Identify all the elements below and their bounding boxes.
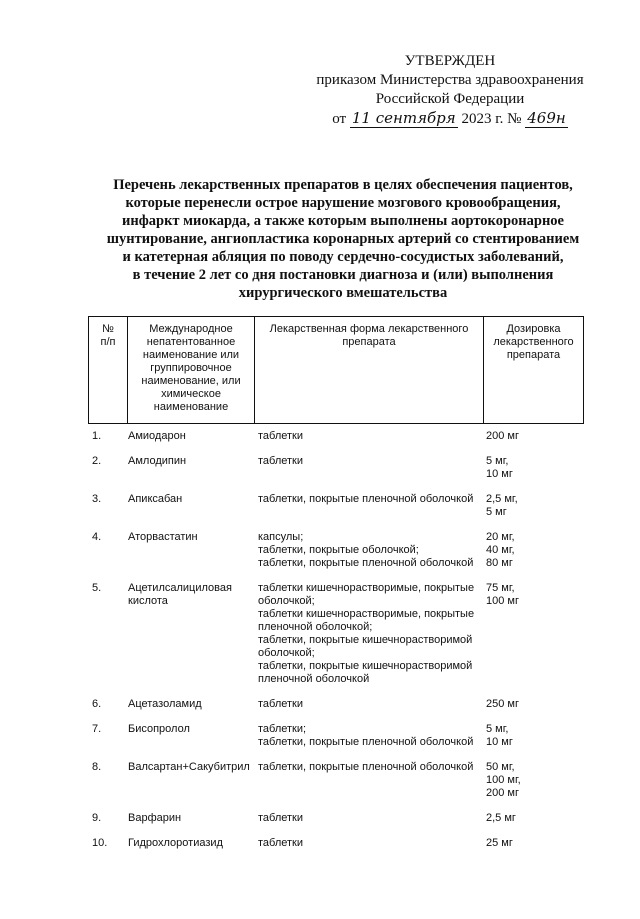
title-line: в течение 2 лет со дня постановки диагноза и (или) выполнения	[132, 267, 554, 283]
drug-form	[258, 582, 480, 686]
drug-dose-line: 25 мг	[486, 837, 513, 849]
drug-form	[258, 430, 480, 443]
drug-name	[128, 837, 258, 850]
title-line: Перечень лекарственных препаратов в целях обеспечения пациентов,	[113, 177, 573, 193]
table-row	[88, 582, 588, 686]
drug-dose	[480, 698, 576, 711]
drug-form-line: таблетки	[258, 837, 304, 849]
handwritten-order-number: 469н	[527, 109, 566, 127]
drug-name	[128, 455, 258, 481]
table-row	[88, 531, 588, 570]
drug-name-line: Ацетазоламид	[128, 698, 202, 710]
drug-form	[258, 455, 480, 481]
table-row	[88, 493, 588, 519]
drug-form	[258, 531, 480, 570]
row-number: 1.	[92, 430, 102, 442]
drug-dose-line: 200 мг	[486, 787, 519, 799]
drug-name-line: Ацетилсалициловая	[128, 582, 232, 594]
drug-dose	[480, 761, 576, 800]
drug-form-line: таблетки	[258, 455, 304, 467]
drug-dose-line: 5 мг,	[486, 455, 509, 467]
drug-form-line: таблетки;	[258, 723, 307, 735]
drug-form-line: оболочкой;	[258, 595, 315, 607]
approval-date-line	[300, 109, 600, 129]
drug-dose	[480, 812, 576, 825]
approval-line-federation: Российской Федерации	[375, 91, 525, 107]
drug-form-line: таблетки	[258, 430, 304, 442]
drug-dose-line: 5 мг,	[486, 723, 509, 735]
row-number: 6.	[92, 698, 102, 710]
title-line: и катетерная абляция по поводу сердечно-сосудистых заболеваний,	[122, 249, 564, 265]
header-form: Лекарственная форма лекарственного препарата	[255, 317, 484, 424]
table-row	[88, 812, 588, 825]
drug-name	[128, 531, 258, 570]
drug-name-line: Амиодарон	[128, 430, 186, 442]
handwritten-date: 11 сентября	[351, 109, 456, 127]
drug-form-line: таблетки, покрытые пленочной оболочкой	[258, 736, 474, 748]
row-number: 10.	[92, 837, 108, 849]
drug-name-line: Апиксабан	[128, 493, 183, 505]
drug-dose-line: 250 мг	[486, 698, 519, 710]
drug-name	[128, 812, 258, 825]
drug-dose	[480, 531, 576, 570]
year-and-number-label: 2023 г. №	[461, 111, 522, 127]
date-prefix: от	[332, 111, 347, 127]
drug-dose	[480, 430, 576, 443]
table-row	[88, 430, 588, 443]
drug-form-line: таблетки	[258, 698, 304, 710]
drug-dose-line: 20 мг,	[486, 531, 515, 543]
drug-form	[258, 812, 480, 825]
drug-dose-line: 75 мг,	[486, 582, 515, 594]
row-number: 3.	[92, 493, 102, 505]
title-line: шунтирование, ангиопластика коронарных артерий со стентированием	[106, 231, 580, 247]
drug-form-line: таблетки, покрытые пленочной оболочкой	[258, 493, 474, 505]
table-row	[88, 837, 588, 850]
drug-form-line: капсулы;	[258, 531, 304, 543]
title-line: хирургического вмешательства	[238, 285, 448, 301]
drug-form-line: пленочной оболочкой	[258, 673, 370, 685]
drug-form-line: таблетки кишечнорастворимые, покрытые	[258, 608, 475, 620]
drug-form	[258, 837, 480, 850]
approval-heading: УТВЕРЖДЕН	[404, 53, 496, 69]
drug-form-line: таблетки, покрытые оболочкой;	[258, 544, 419, 556]
drug-form-line: таблетки, покрытые кишечнорастворимой	[258, 634, 473, 646]
table-row	[88, 723, 588, 749]
table-row	[88, 698, 588, 711]
drug-dose-line: 40 мг,	[486, 544, 515, 556]
drug-name	[128, 723, 258, 749]
drug-dose-line: 10 мг	[486, 736, 513, 748]
drug-name-line: Бисопролол	[128, 723, 190, 735]
drug-name-line: кислота	[128, 595, 168, 607]
drug-name	[128, 430, 258, 443]
drug-dose	[480, 455, 576, 481]
row-number: 5.	[92, 582, 102, 594]
drug-form	[258, 761, 480, 800]
drug-form	[258, 723, 480, 749]
drug-form	[258, 493, 480, 519]
table-header	[88, 316, 584, 424]
drug-form-line: пленочной оболочкой;	[258, 621, 373, 633]
drug-form-line: таблетки, покрытые пленочной оболочкой	[258, 761, 474, 773]
title-line: которые перенесли острое нарушение мозгового кровообращения,	[125, 195, 561, 211]
drug-name-line: Гидрохлоротиазид	[128, 837, 223, 849]
drug-list	[88, 430, 588, 862]
header-name: Международное непатентованное наименование или группировочное наименование, или химическое наименование	[128, 317, 255, 424]
header-number: № п/п	[89, 317, 128, 424]
row-number: 4.	[92, 531, 102, 543]
document-title	[86, 176, 600, 302]
drug-dose-line: 80 мг	[486, 557, 513, 569]
drug-dose	[480, 493, 576, 519]
drug-dose-line: 200 мг	[486, 430, 519, 442]
drug-dose	[480, 723, 576, 749]
approval-block	[300, 52, 600, 129]
drug-name-line: Варфарин	[128, 812, 182, 824]
drug-dose-line: 5 мг	[486, 506, 507, 518]
drug-dose	[480, 582, 576, 686]
drug-form	[258, 698, 480, 711]
drug-form-line: таблетки кишечнорастворимые, покрытые	[258, 582, 475, 594]
row-number: 7.	[92, 723, 102, 735]
drug-name	[128, 698, 258, 711]
drug-name	[128, 761, 258, 800]
drug-dose-line: 50 мг,	[486, 761, 515, 773]
drug-dose-line: 2,5 мг	[486, 812, 516, 824]
header-dose: Дозировка лекарственного препарата	[484, 317, 584, 424]
drug-dose-line: 100 мг	[486, 595, 519, 607]
drug-form-line: оболочкой;	[258, 647, 315, 659]
drug-dose-line: 2,5 мг,	[486, 493, 518, 505]
drug-dose-line: 10 мг	[486, 468, 513, 480]
drug-name-line: Амлодипин	[128, 455, 187, 467]
drug-name-line: Валсартан+Сакубитрил	[128, 761, 250, 773]
drug-name	[128, 582, 258, 686]
drug-dose-line: 100 мг,	[486, 774, 521, 786]
drug-form-line: таблетки	[258, 812, 304, 824]
drug-form-line: таблетки, покрытые пленочной оболочкой	[258, 557, 474, 569]
row-number: 8.	[92, 761, 102, 773]
row-number: 9.	[92, 812, 102, 824]
title-line: инфаркт миокарда, а также которым выполнены аортокоронарное	[122, 213, 564, 229]
approval-line-ministry: приказом Министерства здравоохранения	[316, 72, 584, 88]
drug-form-line: таблетки, покрытые кишечнорастворимой	[258, 660, 473, 672]
drug-name	[128, 493, 258, 519]
row-number: 2.	[92, 455, 102, 467]
table-row	[88, 761, 588, 800]
table-row	[88, 455, 588, 481]
drug-dose	[480, 837, 576, 850]
drug-name-line: Аторвастатин	[128, 531, 198, 543]
